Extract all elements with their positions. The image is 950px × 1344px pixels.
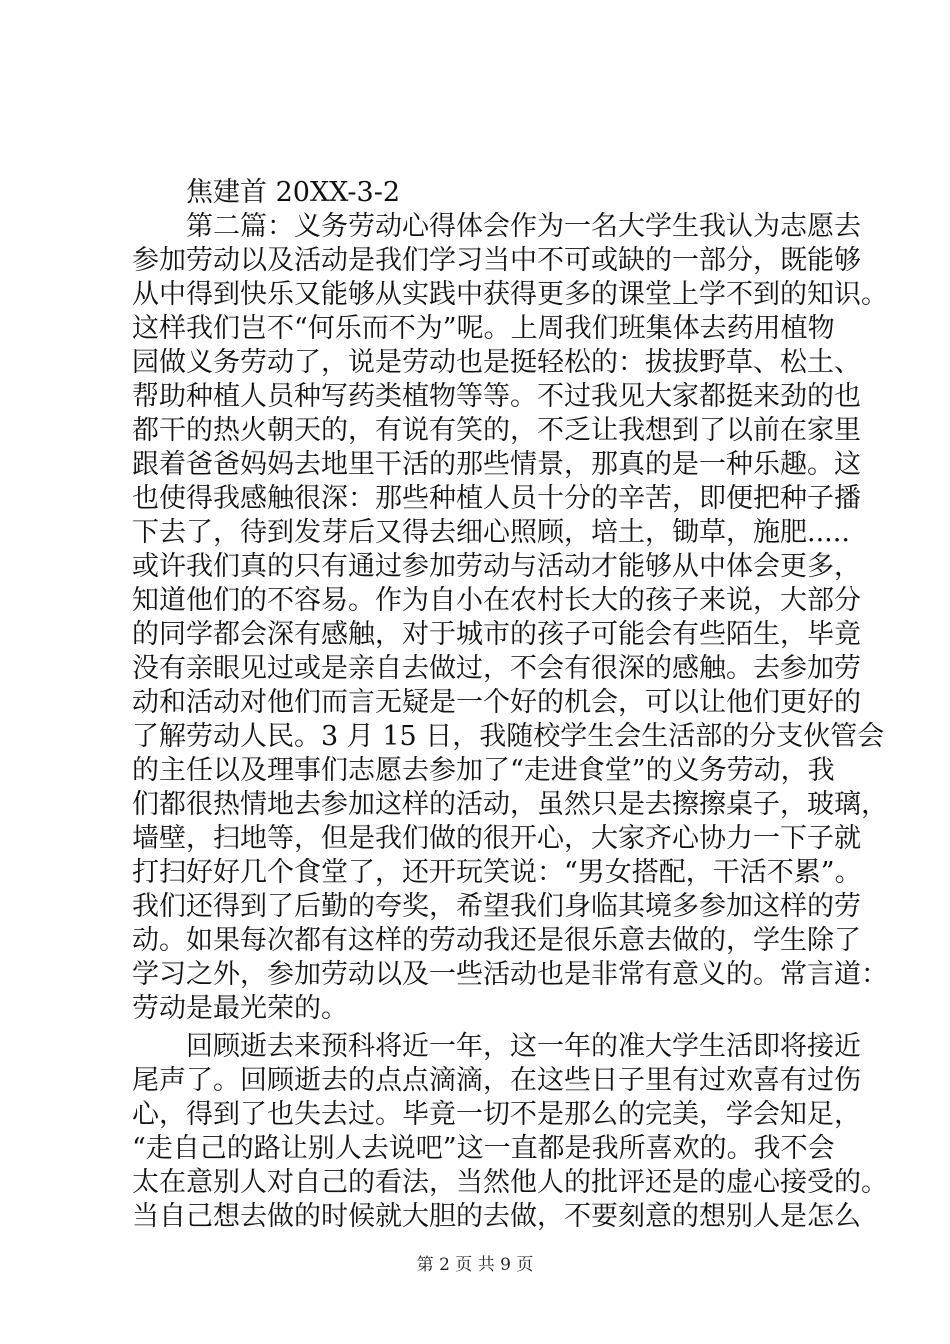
paragraph-line: 当自己想去做的时候就大胆的去做，不要刻意的想别人是怎么 bbox=[132, 1201, 861, 1232]
paragraph-line: 没有亲眼见过或是亲自去做过，不会有很深的感触。去参加劳 bbox=[132, 653, 861, 684]
paragraph-line: 动。如果每次都有这样的劳动我还是很乐意去做的，学生除了 bbox=[132, 925, 861, 956]
paragraph-line: 跟着爸爸妈妈去地里干活的那些情景，那真的是一种乐趣。这 bbox=[132, 449, 861, 480]
page-footer: 第 2 页 共 9 页 bbox=[416, 1255, 534, 1275]
paragraph-line: 动和活动对他们而言无疑是一个好的机会，可以让他们更好的 bbox=[132, 687, 861, 718]
paragraph-line: 从中得到快乐又能够从实践中获得更多的课堂上学不到的知识。 bbox=[132, 279, 888, 310]
paragraph-line: 的主任以及理事们志愿去参加了“走进食堂”的义务劳动，我 bbox=[132, 755, 835, 786]
paragraph-line: 帮助种植人员种写药类植物等等。不过我见大家都挺来劲的也 bbox=[132, 381, 861, 412]
paragraph-line: 太在意别人对自己的看法，当然他人的批评还是的虚心接受的。 bbox=[132, 1167, 888, 1198]
paragraph-line: 我们还得到了后勤的夸奖，希望我们身临其境多参加这样的劳 bbox=[132, 891, 861, 922]
paragraph-line: 下去了，待到发芽后又得去细心照顾，培土，锄草，施肥..... bbox=[132, 517, 850, 548]
paragraph-line: 也使得我感触很深：那些种植人员十分的辛苦，即便把种子播 bbox=[132, 483, 861, 514]
paragraph-line: 们都很热情地去参加这样的活动，虽然只是去擦擦桌子，玻璃， bbox=[132, 789, 888, 820]
author-date-line: 焦建首 20XX-3-2 bbox=[186, 177, 401, 208]
paragraph-line: 第二篇：义务劳动心得体会作为一名大学生我认为志愿去 bbox=[186, 211, 861, 242]
paragraph-line: 知道他们的不容易。作为自小在农村长大的孩子来说，大部分 bbox=[132, 585, 861, 616]
paragraph-line: 的同学都会深有感触，对于城市的孩子可能会有些陌生，毕竟 bbox=[132, 619, 861, 650]
paragraph-line: 墙壁，扫地等，但是我们做的很开心，大家齐心协力一下子就 bbox=[132, 823, 861, 854]
paragraph-line: 或许我们真的只有通过参加劳动与活动才能够从中体会更多， bbox=[132, 551, 861, 582]
paragraph-line: “走自己的路让别人去说吧”这一直都是我所喜欢的。我不会 bbox=[132, 1133, 835, 1164]
paragraph-line: 这样我们岂不“何乐而不为”呢。上周我们班集体去药用植物 bbox=[132, 313, 835, 344]
paragraph-line: 园做义务劳动了，说是劳动也是挺轻松的：拔拔野草、松土、 bbox=[132, 347, 861, 378]
paragraph-line: 参加劳动以及活动是我们学习当中不可或缺的一部分，既能够 bbox=[132, 245, 861, 276]
paragraph-line: 打扫好好几个食堂了，还开玩笑说：“男女搭配，干活不累”。 bbox=[132, 857, 862, 888]
paragraph-line: 尾声了。回顾逝去的点点滴滴，在这些日子里有过欢喜有过伤 bbox=[132, 1065, 861, 1096]
paragraph-line: 了解劳动人民。3 月 15 日，我随校学生会生活部的分支伙管会 bbox=[132, 721, 885, 752]
paragraph-line: 都干的热火朝天的，有说有笑的，不乏让我想到了以前在家里 bbox=[132, 415, 861, 446]
paragraph-line: 劳动是最光荣的。 bbox=[132, 993, 348, 1024]
paragraph-line: 学习之外，参加劳动以及一些活动也是非常有意义的。常言道： bbox=[132, 959, 888, 990]
paragraph-line: 心，得到了也失去过。毕竟一切不是那么的完美，学会知足， bbox=[132, 1099, 861, 1130]
paragraph-line: 回顾逝去来预科将近一年，这一年的准大学生活即将接近 bbox=[186, 1031, 861, 1062]
